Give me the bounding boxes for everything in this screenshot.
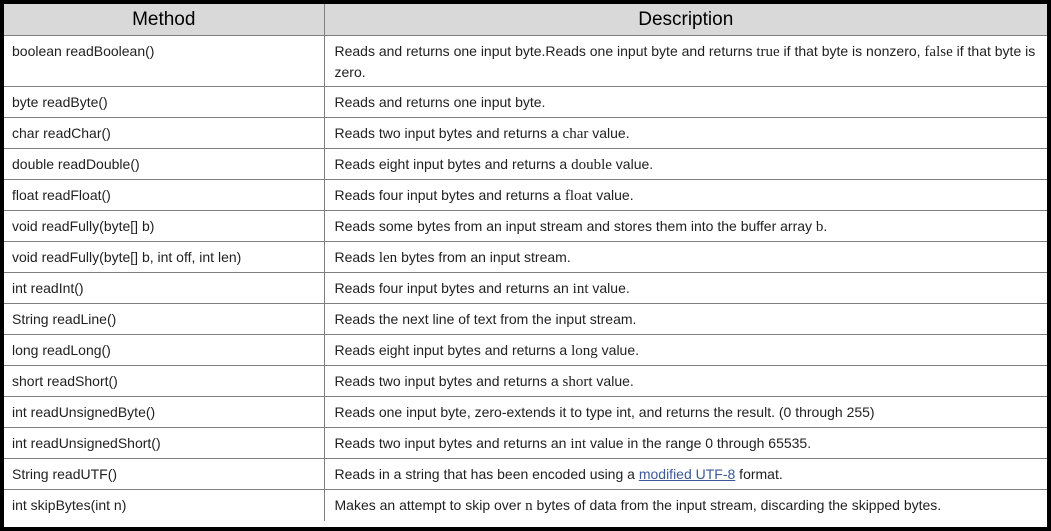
table-row [4, 366, 1047, 397]
code-keyword: float [564, 188, 593, 204]
description-text: Reads two input bytes and returns an [334, 435, 571, 451]
description-text: Reads two input bytes and returns a [334, 125, 563, 141]
code-keyword: int [572, 281, 589, 297]
description-cell [324, 366, 1047, 397]
table-row [4, 428, 1047, 459]
table-body [4, 36, 1047, 521]
description-text: Reads eight input bytes and returns a [334, 342, 572, 358]
description-text: Reads [334, 249, 379, 265]
description-text: value. [611, 156, 654, 172]
table-row [4, 459, 1047, 490]
description-cell [324, 428, 1047, 459]
method-cell: byte readByte() [4, 87, 324, 118]
description-cell [324, 149, 1047, 180]
method-cell: double readDouble() [4, 149, 324, 180]
description-text: Reads in a string that has been encoded using a [334, 466, 639, 482]
table-row [4, 180, 1047, 211]
description-text: Reads two input bytes and returns a [334, 373, 563, 389]
description-cell [324, 335, 1047, 366]
description-cell [324, 273, 1047, 304]
description-cell [324, 211, 1047, 242]
method-cell: float readFloat() [4, 180, 324, 211]
code-keyword: n [525, 498, 533, 514]
description-cell [324, 118, 1047, 149]
description-cell [324, 242, 1047, 273]
table-row [4, 87, 1047, 118]
description-text: . [823, 218, 828, 234]
description-cell [324, 36, 1047, 87]
description-text: value. [592, 187, 634, 203]
code-keyword: b [815, 219, 824, 235]
method-cell: boolean readBoolean() [4, 36, 324, 87]
description-text: value. [588, 280, 630, 296]
method-cell: String readUTF() [4, 459, 324, 490]
code-keyword: true [756, 44, 780, 60]
description-text: Reads some bytes from an input stream and stores them into the buffer array [334, 218, 816, 234]
code-keyword: long [571, 343, 598, 359]
table-row [4, 118, 1047, 149]
description-text: value in the range 0 through 65535. [586, 435, 812, 451]
description-cell [324, 180, 1047, 211]
description-text: value. [588, 125, 630, 141]
description-text: Reads four input bytes and returns a [334, 187, 565, 203]
method-cell: void readFully(byte[] b, int off, int len) [4, 242, 324, 273]
description-text: Reads the next line of text from the input stream. [334, 311, 637, 327]
description-cell [324, 397, 1047, 428]
description-text: value. [597, 342, 640, 358]
code-keyword: false [924, 44, 953, 60]
description-text: Reads and returns one input byte. [334, 94, 546, 110]
description-cell [324, 490, 1047, 521]
description-text: bytes from an input stream. [397, 249, 571, 265]
code-keyword: int [570, 436, 587, 452]
method-cell: int readUnsignedByte() [4, 397, 324, 428]
description-text: Reads and returns one input byte.Reads one input byte and returns [334, 43, 757, 59]
description-cell [324, 87, 1047, 118]
description-text: if that byte is zero. [334, 43, 1036, 80]
method-cell: String readLine() [4, 304, 324, 335]
table-row [4, 242, 1047, 273]
method-cell: short readShort() [4, 366, 324, 397]
method-cell: int skipBytes(int n) [4, 490, 324, 521]
table-row [4, 273, 1047, 304]
description-cell [324, 304, 1047, 335]
description-text: Reads one input byte, zero-extends it to type int, and returns the result. (0 through 255) [334, 404, 875, 420]
code-keyword: char [562, 126, 589, 142]
method-cell: char readChar() [4, 118, 324, 149]
table-row [4, 211, 1047, 242]
description-text: Reads eight input bytes and returns a [334, 156, 572, 172]
method-cell: void readFully(byte[] b) [4, 211, 324, 242]
description-text: value. [592, 373, 634, 389]
code-keyword: len [378, 250, 398, 266]
modified-utf8-link[interactable]: modified UTF-8 [638, 466, 736, 482]
method-cell: long readLong() [4, 335, 324, 366]
table-row [4, 149, 1047, 180]
method-cell: int readInt() [4, 273, 324, 304]
description-text: format. [735, 466, 783, 482]
description-text: Makes an attempt to skip over [334, 497, 526, 513]
table-row [4, 304, 1047, 335]
table-row [4, 335, 1047, 366]
code-keyword: double [571, 157, 612, 173]
code-keyword: short [562, 374, 593, 390]
description-text: bytes of data from the input stream, discarding the skipped bytes. [532, 497, 942, 513]
table-row [4, 397, 1047, 428]
table-row [4, 36, 1047, 87]
method-column-header: Method [4, 4, 324, 36]
table-row [4, 490, 1047, 521]
description-cell [324, 459, 1047, 490]
description-text: if that byte is nonzero, [779, 43, 925, 59]
description-column-header: Description [324, 4, 1047, 36]
description-text: Reads four input bytes and returns an [334, 280, 573, 296]
method-cell: int readUnsignedShort() [4, 428, 324, 459]
method-table [4, 4, 1047, 521]
table-header-row [4, 4, 1047, 36]
